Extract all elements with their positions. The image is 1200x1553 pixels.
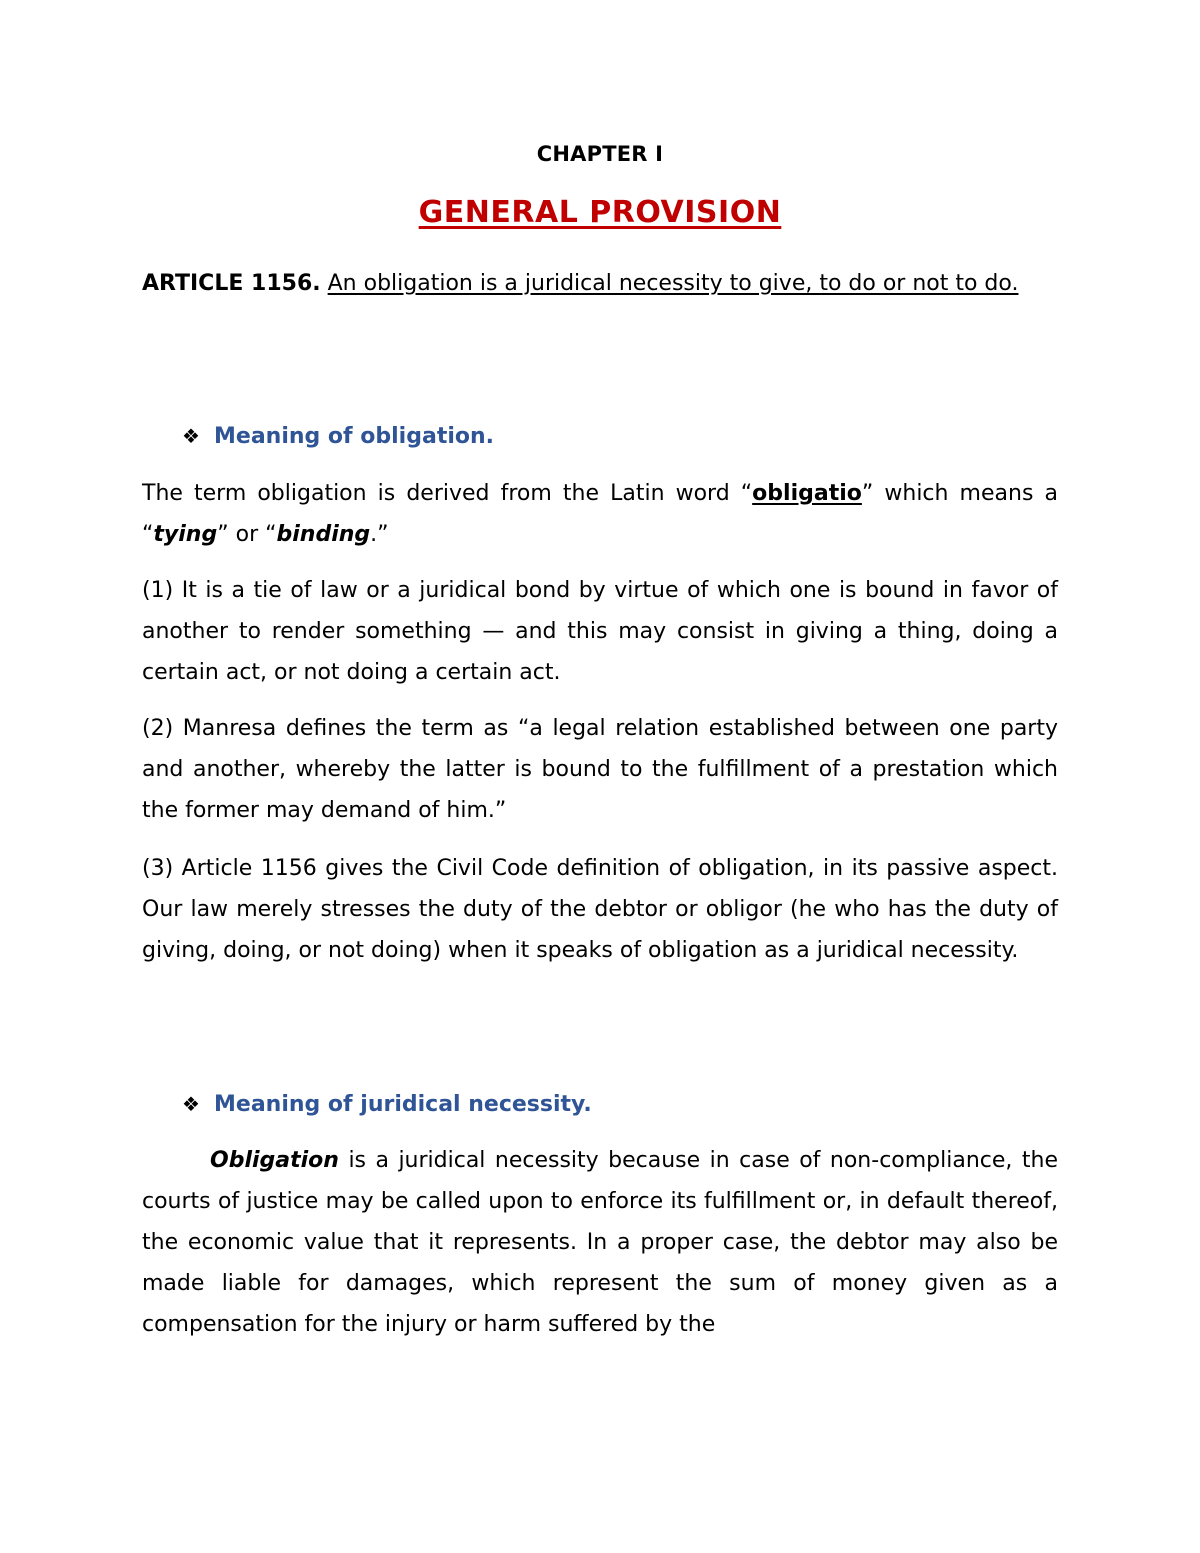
- text-segment: .”: [370, 522, 389, 547]
- paragraph-point-3: (3) Article 1156 gives the Civil Code definition of obligation, in its passive aspect. Our law merely stresses the duty of the debtor or obligor (he who has the duty of giving, doing, or not doing) when it speaks of obligation as a juridical necessity.: [142, 856, 1058, 963]
- text-segment: ” which means a “: [142, 481, 1058, 547]
- paragraph-juridical-necessity: [142, 1140, 1058, 1345]
- paragraph-latin-origin: [142, 473, 1058, 555]
- latin-word: obligatio: [752, 481, 862, 506]
- heading-meaning-of-juridical-necessity: [142, 1084, 592, 1125]
- article-label: ARTICLE 1156.: [142, 271, 321, 296]
- diamond-bullet-icon: ❖: [182, 424, 200, 448]
- paragraph-point-1: (1) It is a tie of law or a juridical bond by virtue of which one is bound in favor of another to render something — and this may consist in giving a thing, doing a certain act, or not doing a certain act.: [142, 578, 1058, 685]
- word-tying: tying: [153, 522, 218, 547]
- paragraph-point-2: (2) Manresa defines the term as “a legal relation established between one party and another, whereby the latter is bound to the fulfillment of a prestation which the former may demand of him.”: [142, 716, 1058, 823]
- document-page: [142, 0, 1058, 1553]
- diamond-bullet-icon: ❖: [182, 1092, 200, 1116]
- article-paragraph: [142, 263, 1058, 304]
- word-binding: binding: [276, 522, 371, 547]
- text-segment: is a juridical necessity because in case of non-compliance, the courts of justice may be called upon to enforce its fulfillment or, in default thereof, the economic value that it represents. In a proper case, the debtor may also be made liable for damages, which represent the sum of money given as a compensation for the injury or harm suffered by the: [142, 1148, 1058, 1337]
- text-segment: ” or “: [217, 522, 277, 547]
- heading-meaning-of-obligation: [142, 416, 494, 457]
- text-segment: The term obligation is derived from the Latin word “: [142, 481, 753, 506]
- section-title: GENERAL PROVISION: [418, 195, 782, 230]
- term-obligation: Obligation: [210, 1148, 339, 1173]
- chapter-heading: CHAPTER I: [536, 142, 664, 166]
- article-text: An obligation is a juridical necessity to give, to do or not to do.: [327, 271, 1019, 296]
- heading-text: Meaning of juridical necessity.: [214, 1092, 592, 1117]
- heading-text: Meaning of obligation.: [214, 424, 495, 449]
